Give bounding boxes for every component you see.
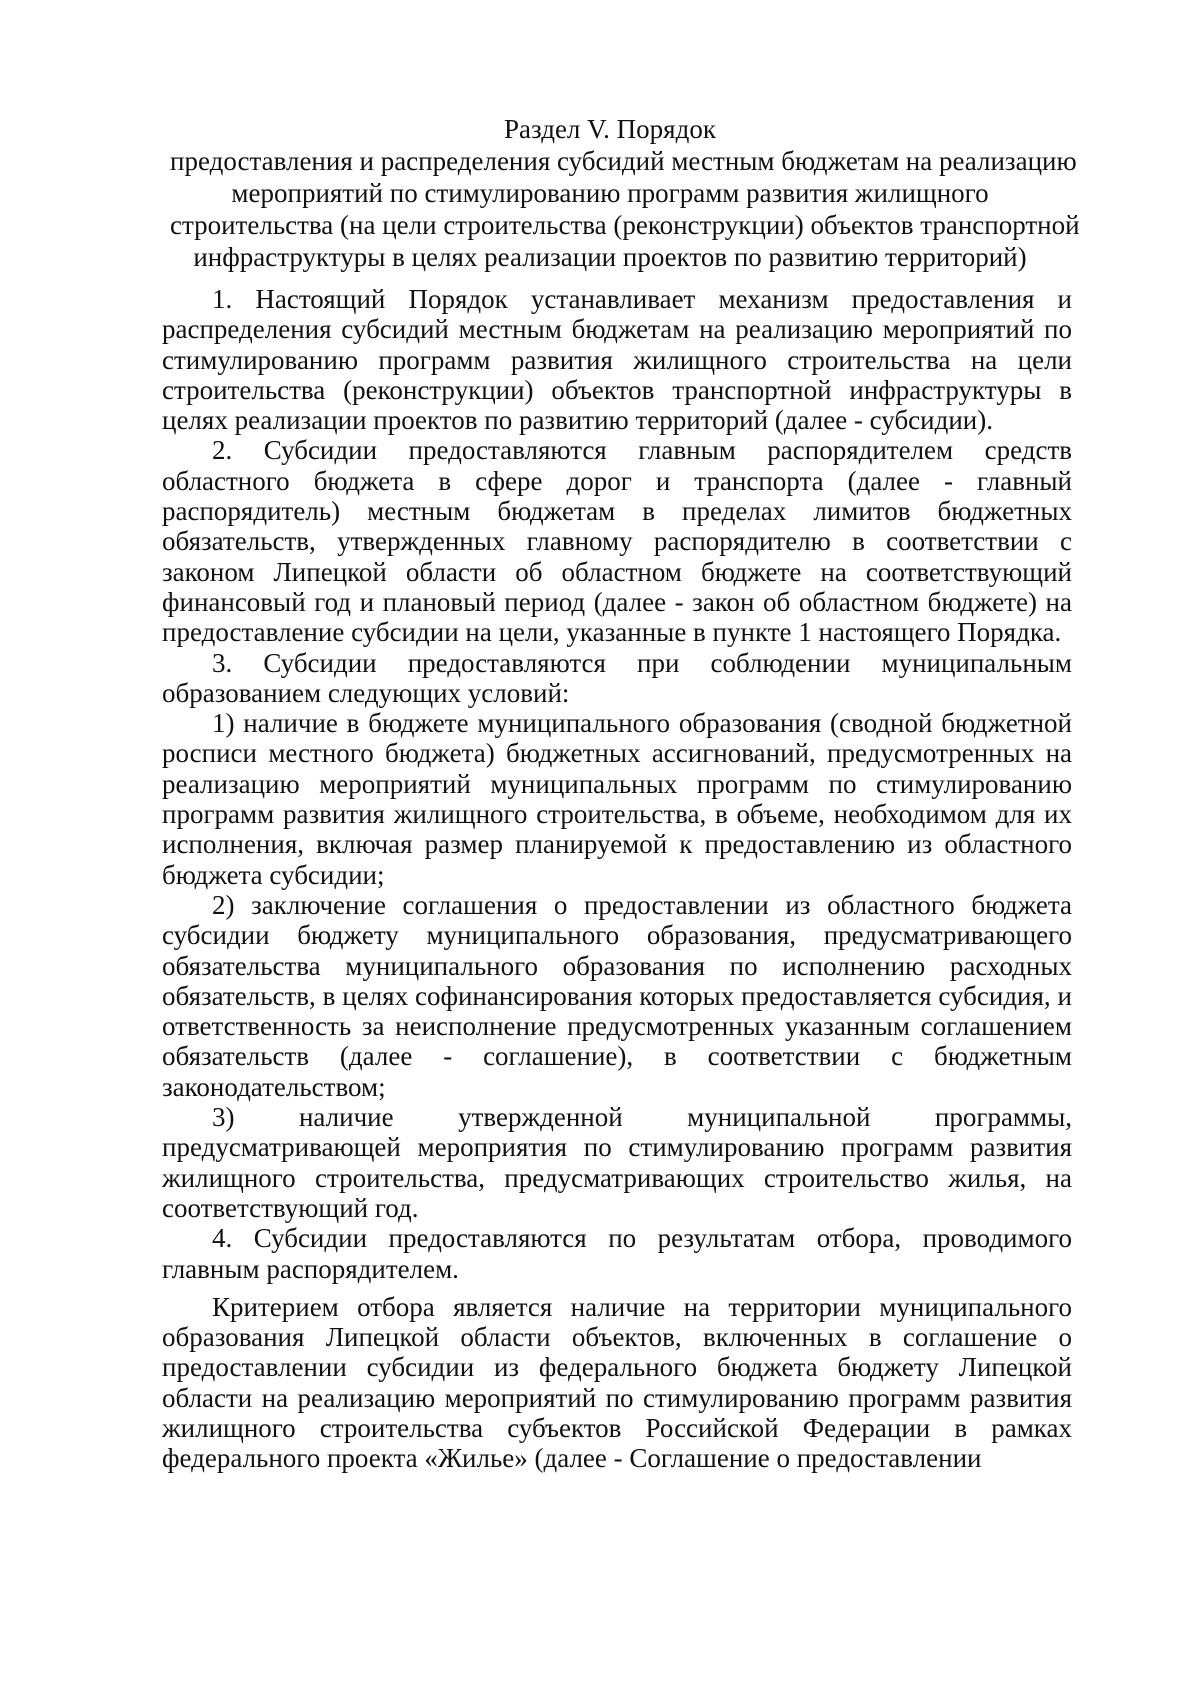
section-subtitle-line: мероприятий по стимулированию программ развития жилищного: [231, 178, 989, 208]
paragraph-selection-criterion: Критерием отбора является наличие на территории муниципального образования Липецкой области объектов, включенных в соглашение о предоставлении субсидии из федерального бюджета бюджету Липецкой области на реализацию мероприятий по стимулированию программ развития жилищного строительства субъектов Российской Федерации в рамках федерального проекта «Жилье» (далее - Соглашение о предоставлении: [162, 1291, 1072, 1474]
section-subtitle-line: строительства (на цели строительства (реконструкции) объектов транспортной: [170, 210, 1080, 240]
paragraph-condition-3: 3) наличие утвержденной муниципальной программы, предусматривающей мероприятия по стимулированию программ развития жилищного строительства, предусматривающих строительство жилья, на соответствующий год.: [162, 1102, 1072, 1223]
section-heading: [170, 113, 1080, 273]
paragraph-item-1: 1. Настоящий Порядок устанавливает механизм предоставления и распределения субсидий местным бюджетам на реализацию мероприятий по стимулированию программ развития жилищного строительства на цели строительства (реконструкции) объектов транспортной инфраструктуры в целях реализации проектов по развитию территорий (далее - субсидии).: [162, 284, 1072, 436]
section-subtitle-line: предоставления и распределения субсидий местным бюджетам на реализацию: [170, 146, 1077, 176]
paragraph-item-4: 4. Субсидии предоставляются по результатам отбора, проводимого главным распорядителем.: [162, 1223, 1072, 1284]
document-body: [162, 284, 1072, 1474]
paragraph-item-3: 3. Субсидии предоставляются при соблюдении муниципальным образованием следующих условий:: [162, 647, 1072, 708]
section-subtitle-line: инфраструктуры в целях реализации проектов по развитию территорий): [193, 242, 1027, 272]
section-title: Раздел V. Порядок: [504, 114, 716, 144]
paragraph-item-2: 2. Субсидии предоставляются главным распорядителем средств областного бюджета в сфере дорог и транспорта (далее - главный распорядитель) местным бюджетам в пределах лимитов бюджетных обязательств, утвержденных главному распорядителю в соответствии с законом Липецкой области об областном бюджете на соответствующий финансовый год и плановый период (далее - закон об областном бюджете) на предоставление субсидии на цели, указанные в пункте 1 настоящего Порядка.: [162, 435, 1072, 648]
paragraph-condition-2: 2) заключение соглашения о предоставлении из областного бюджета субсидии бюджету муниципального образования, предусматривающего обязательства муниципального образования по исполнению расходных обязательств, в целях софинансирования которых предоставляется субсидия, и ответственность за неисполнение предусмотренных указанным соглашением обязательств (далее - соглашение), в соответствии с бюджетным законодательством;: [162, 889, 1072, 1102]
paragraph-condition-1: 1) наличие в бюджете муниципального образования (сводной бюджетной росписи местного бюджета) бюджетных ассигнований, предусмотренных на реализацию мероприятий муниципальных программ по стимулированию программ развития жилищного строительства, в объеме, необходимом для их исполнения, включая размер планируемой к предоставлению из областного бюджета субсидии;: [162, 708, 1072, 890]
